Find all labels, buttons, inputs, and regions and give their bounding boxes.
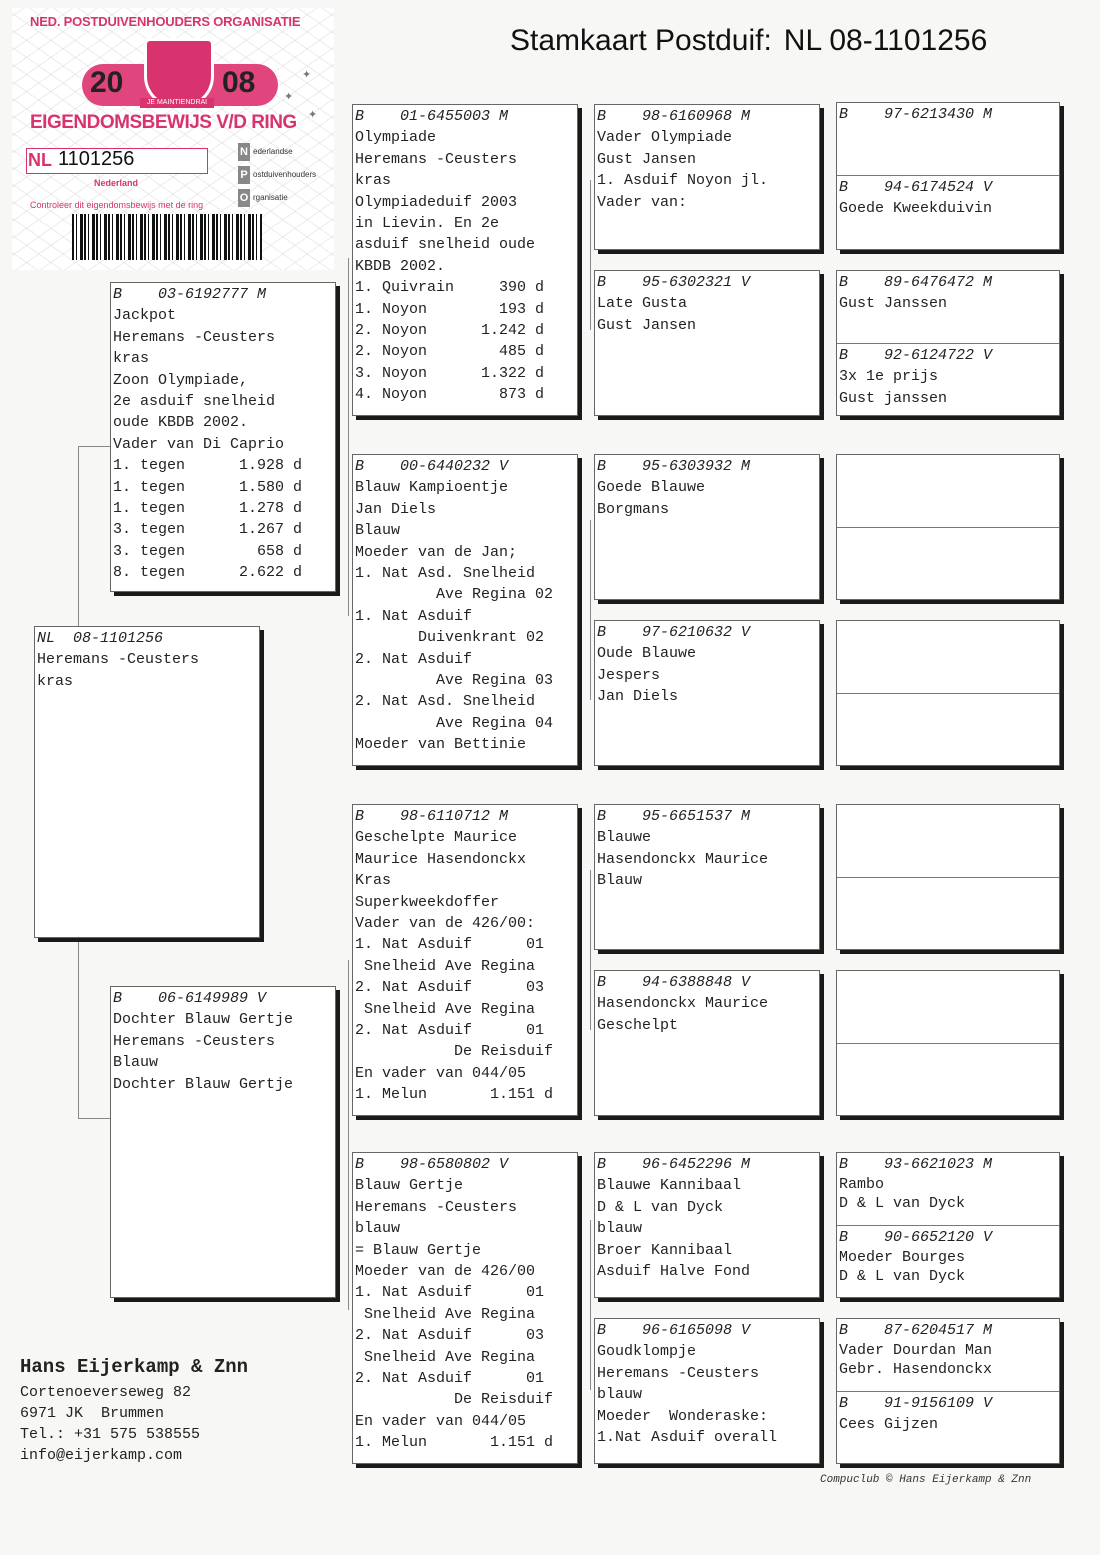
pigeon-info-line: Blauwe	[597, 829, 652, 847]
ring-number: B 87-6204517 M	[839, 1322, 993, 1339]
pedigree-box-fmf	[594, 454, 820, 600]
pigeon-info-line: De Reisduif	[355, 1043, 554, 1061]
pigeon-info-line: Heremans -Ceusters	[597, 1364, 760, 1382]
pigeon-info-line: En vader van 044/05	[355, 1412, 527, 1430]
pigeon-info-line: Gust Jansen	[597, 316, 697, 334]
pigeon-info-line: Olympiade	[355, 129, 437, 147]
pedigree-box-main	[34, 626, 260, 938]
pigeon-info-line: Ave Regina 04	[355, 714, 554, 732]
certificate-country: Nederland	[94, 178, 139, 188]
pigeon-info-line: Ave Regina 03	[355, 672, 554, 690]
pigeon-info-line: 1. tegen 1.580 d	[113, 478, 303, 496]
pigeon-info-line: Heremans -Ceusters	[37, 651, 200, 669]
connector-line	[348, 258, 349, 616]
pigeon-info-line: 1. Nat Asduif	[355, 607, 473, 625]
certificate-motto: JE MAINTIENDRAI	[140, 98, 214, 108]
ring-number: B 97-6213430 M	[839, 106, 993, 123]
connector-line	[78, 446, 112, 447]
npo-line-1: ederlandse	[253, 147, 293, 156]
pigeon-info-line: D & L van Dyck	[839, 1195, 966, 1213]
pigeon-info-line: Gust Jansen	[597, 150, 697, 168]
ring-number: 1101256	[58, 148, 135, 170]
pedigree-box-gg8	[836, 1318, 1060, 1464]
pigeon-info-line: Heremans -Ceusters	[355, 1198, 518, 1216]
box-divider	[837, 877, 1059, 878]
pigeon-info-line: 2. Noyon 485 d	[355, 343, 545, 361]
address-line: Cortenoeverseweg 82	[20, 1384, 192, 1401]
ring-number: B 90-6652120 V	[839, 1229, 993, 1246]
ring-number: B 95-6302321 V	[597, 274, 751, 291]
pigeon-info-line: 2e asduif snelheid	[113, 393, 276, 411]
page-title	[510, 24, 987, 58]
pigeon-info-line: Broer Kannibaal	[597, 1241, 733, 1259]
pigeon-info-line: Late Gusta	[597, 295, 688, 313]
ring-number: B 98-6110712 M	[355, 808, 509, 825]
pigeon-info-line: Dochter Blauw Gertje	[113, 1075, 294, 1093]
ring-number: B 06-6149989 V	[113, 990, 267, 1007]
pedigree-box-gg2	[836, 270, 1060, 416]
npo-letter-p: P	[238, 166, 250, 184]
pigeon-info-line: Snelheid Ave Regina	[355, 1348, 536, 1366]
pigeon-info-line: Vader Olympiade	[597, 129, 733, 147]
pigeon-info-line: Asduif Halve Fond	[597, 1263, 751, 1281]
pigeon-info-line: Snelheid Ave Regina	[355, 1305, 536, 1323]
npo-logo	[238, 140, 316, 209]
pigeon-info-line: Moeder Bourges	[839, 1249, 966, 1267]
pigeon-info-line: D & L van Dyck	[597, 1198, 724, 1216]
box-divider	[837, 1043, 1059, 1044]
pigeon-info-line: Moeder van de 426/00	[355, 1263, 536, 1281]
pedigree-box-mfm	[594, 970, 820, 1116]
pigeon-info-line: 1. Melun 1.151 d	[355, 1086, 554, 1104]
pigeon-info-line: 2. Nat Asd. Snelheid	[355, 693, 536, 711]
pigeon-info-line: 1. Asduif Noyon jl.	[597, 172, 769, 190]
pedigree-box-ff	[352, 104, 578, 416]
pedigree-box-fff	[594, 104, 820, 250]
pigeon-info-line: D & L van Dyck	[839, 1268, 966, 1286]
pigeon-info-line: Kras	[355, 872, 392, 890]
pigeon-info-line: 1. Nat Asd. Snelheid	[355, 565, 536, 583]
pigeon-info-line: Zoon Olympiade,	[113, 371, 249, 389]
pedigree-box-fmm	[594, 620, 820, 766]
pigeon-info-line: 1. Nat Asduif 01	[355, 1284, 545, 1302]
ring-number: B 91-9156109 V	[839, 1395, 993, 1412]
pigeon-info-line: Blauw	[597, 872, 643, 890]
pigeon-info-line: Blauw Gertje	[355, 1177, 464, 1195]
ring-number: B 94-6174524 V	[839, 179, 993, 196]
certificate-control-note: Controleer dit eigendomsbewijs met de ring	[30, 200, 204, 210]
pigeon-info-line: asduif snelheid oude	[355, 236, 536, 254]
pigeon-info-line: Geschelpt	[597, 1016, 679, 1034]
pigeon-info-line: kras	[37, 672, 74, 690]
box-divider	[837, 1391, 1059, 1392]
pigeon-info-line: Vader van de 426/00:	[355, 915, 536, 933]
pigeon-info-line: De Reisduif	[355, 1391, 554, 1409]
ring-country-prefix: NL	[28, 150, 52, 170]
pedigree-box-father	[110, 282, 336, 592]
box-divider	[837, 1225, 1059, 1226]
pedigree-box-gg1	[836, 102, 1060, 250]
ring-number: B 95-6303932 M	[597, 458, 751, 475]
ring-number: NL 08-1101256	[37, 630, 164, 647]
pigeon-info-line: Vader van:	[597, 193, 688, 211]
pedigree-box-ffm	[594, 270, 820, 416]
star-icon: ✦	[308, 109, 318, 121]
pigeon-info-line: Duivenkrant 02	[355, 629, 545, 647]
pedigree-box-gg4	[836, 620, 1060, 766]
pigeon-info-line: Goudklompje	[597, 1343, 697, 1361]
footer-credit: Compuclub © Hans Eijerkamp & Znn	[820, 1474, 1032, 1486]
pigeon-info-line: Vader van Di Caprio	[113, 435, 285, 453]
pigeon-info-line: 3. Noyon 1.322 d	[355, 364, 545, 382]
pedigree-box-mf	[352, 804, 578, 1116]
pigeon-info-line: Jackpot	[113, 307, 177, 325]
pigeon-info-line: 8. tegen 2.622 d	[113, 564, 303, 582]
ring-number: B 96-6452296 M	[597, 1156, 751, 1173]
pigeon-info-line: 1. Melun 1.151 d	[355, 1434, 554, 1452]
pigeon-info-line: Blauwe Kannibaal	[597, 1177, 742, 1195]
title-label: Stamkaart Postduif:	[510, 24, 772, 57]
npo-line-2: ostduivenhouders	[253, 170, 317, 179]
connector-line	[348, 960, 349, 1310]
ring-number: B 96-6165098 V	[597, 1322, 751, 1339]
pigeon-info-line: 1. Nat Asduif 01	[355, 936, 545, 954]
pigeon-info-line: Snelheid Ave Regina	[355, 1000, 536, 1018]
address-email[interactable]: info@eijerkamp.com	[20, 1447, 183, 1464]
pigeon-info-line: Moeder van de Jan;	[355, 543, 518, 561]
pigeon-info-line: 2. Noyon 1.242 d	[355, 322, 545, 340]
title-ring-number: NL 08-1101256	[783, 24, 988, 57]
pigeon-info-line: blauw	[597, 1386, 643, 1404]
pigeon-info-line: Heremans -Ceusters	[355, 150, 518, 168]
pigeon-info-line: Gust janssen	[839, 389, 948, 407]
pedigree-box-mff	[594, 804, 820, 950]
address-line: 6971 JK Brummen	[20, 1405, 165, 1422]
pigeon-info-line: 2. Nat Asduif 01	[355, 1370, 545, 1388]
ring-number: B 03-6192777 M	[113, 286, 267, 303]
npo-letter-n: N	[238, 143, 250, 161]
connector-line	[590, 1220, 591, 1390]
pigeon-info-line: Cees Gijzen	[839, 1416, 939, 1434]
pedigree-box-mmf	[594, 1152, 820, 1298]
pigeon-info-line: 2. Nat Asduif	[355, 650, 473, 668]
pigeon-info-line: 3. tegen 1.267 d	[113, 521, 303, 539]
pigeon-info-line: 2. Nat Asduif 01	[355, 1022, 545, 1040]
pedigree-box-mmm	[594, 1318, 820, 1464]
pigeon-info-line: Heremans -Ceusters	[113, 328, 276, 346]
pigeon-info-line: Maurice Hasendonckx	[355, 850, 527, 868]
ring-number: B 01-6455003 M	[355, 108, 509, 125]
ring-number: B 89-6476472 M	[839, 274, 993, 291]
pigeon-info-line: Blauw Kampioentje	[355, 479, 509, 497]
box-divider	[837, 343, 1059, 344]
pigeon-info-line: Hasendonckx Maurice	[597, 850, 769, 868]
ring-number: B 92-6124722 V	[839, 347, 993, 364]
connector-line	[590, 870, 591, 1030]
pedigree-box-gg7	[836, 1152, 1060, 1298]
pigeon-info-line: Jan Diels	[597, 688, 679, 706]
star-icon: ✦	[284, 91, 294, 103]
ownership-certificate	[12, 8, 334, 270]
pigeon-info-line: oude KBDB 2002.	[113, 414, 249, 432]
pigeon-info-line: 3x 1e prijs	[839, 368, 939, 386]
pigeon-info-line: in Lievin. En 2e	[355, 215, 500, 233]
pigeon-info-line: kras	[355, 172, 392, 190]
pigeon-info-line: blauw	[355, 1220, 401, 1238]
pigeon-info-line: Dochter Blauw Gertje	[113, 1011, 294, 1029]
pigeon-info-line: KBDB 2002.	[355, 257, 446, 275]
ring-number: B 00-6440232 V	[355, 458, 509, 475]
pigeon-info-line: Snelheid Ave Regina	[355, 957, 536, 975]
pigeon-info-line: 1. tegen 1.278 d	[113, 500, 303, 518]
ring-number: B 94-6388848 V	[597, 974, 751, 991]
pigeon-info-line: 1. tegen 1.928 d	[113, 457, 303, 475]
npo-letter-o: O	[238, 189, 250, 207]
star-icon: ✦	[302, 69, 312, 81]
pigeon-info-line: Superkweekdoffer	[355, 893, 500, 911]
pigeon-info-line: blauw	[597, 1220, 643, 1238]
connector-line	[78, 446, 79, 630]
pedigree-box-fm	[352, 454, 578, 766]
breeder-address	[20, 1356, 248, 1466]
npo-line-3: rganisatie	[253, 193, 288, 202]
pigeon-info-line: Jespers	[597, 666, 661, 684]
pigeon-info-line: 4. Noyon 873 d	[355, 386, 545, 404]
certificate-org: NED. POSTDUIVENHOUDERS ORGANISATIE	[30, 14, 301, 29]
box-divider	[837, 527, 1059, 528]
connector-line	[78, 942, 79, 1118]
pigeon-info-line: Goede Kweekduivin	[839, 200, 993, 218]
barcode	[72, 214, 262, 260]
certificate-year-left: 20	[90, 66, 124, 99]
pigeon-info-line: Blauw	[113, 1054, 159, 1072]
pigeon-info-line: Gust Janssen	[839, 295, 948, 313]
pigeon-info-line: Hasendonckx Maurice	[597, 995, 769, 1013]
ring-number: B 97-6210632 V	[597, 624, 751, 641]
address-line: Tel.: +31 575 538555	[20, 1426, 201, 1443]
breeder-name: Hans Eijerkamp & Znn	[20, 1356, 249, 1378]
pigeon-info-line: 2. Nat Asduif 03	[355, 1327, 545, 1345]
box-divider	[837, 693, 1059, 694]
pedigree-box-gg5	[836, 804, 1060, 950]
pigeon-info-line: Borgmans	[597, 500, 670, 518]
ring-number: B 95-6651537 M	[597, 808, 751, 825]
pigeon-info-line: 2. Nat Asduif 03	[355, 979, 545, 997]
box-divider	[837, 175, 1059, 176]
pigeon-info-line: 1. Noyon 193 d	[355, 300, 545, 318]
pigeon-info-line: Moeder van Bettinie	[355, 736, 527, 754]
connector-line	[590, 520, 591, 700]
connector-line	[590, 180, 591, 330]
pedigree-box-mother	[110, 986, 336, 1298]
pigeon-info-line: = Blauw Gertje	[355, 1241, 482, 1259]
pigeon-info-line: Oude Blauwe	[597, 645, 697, 663]
pigeon-info-line: En vader van 044/05	[355, 1064, 527, 1082]
pigeon-info-line: Vader Dourdan Man	[839, 1342, 993, 1360]
pigeon-info-line: Blauw	[355, 522, 401, 540]
ring-number: B 93-6621023 M	[839, 1156, 993, 1173]
pigeon-info-line: 1.Nat Asduif overall	[597, 1429, 778, 1447]
pedigree-box-gg6	[836, 970, 1060, 1116]
connector-line	[78, 1118, 112, 1119]
pigeon-info-line: Gebr. Hasendonckx	[839, 1361, 993, 1379]
pigeon-info-line: Goede Blauwe	[597, 479, 706, 497]
pigeon-info-line: Geschelpte Maurice	[355, 829, 518, 847]
certificate-heading: EIGENDOMSBEWIJS V/D RING	[30, 112, 297, 133]
pigeon-info-line: kras	[113, 350, 150, 368]
certificate-year-right: 08	[222, 66, 256, 99]
ring-number: B 98-6580802 V	[355, 1156, 509, 1173]
pigeon-info-line: Jan Diels	[355, 500, 437, 518]
pigeon-info-line: Rambo	[839, 1176, 885, 1194]
ring-number: B 98-6160968 M	[597, 108, 751, 125]
pigeon-info-line: Heremans -Ceusters	[113, 1032, 276, 1050]
pigeon-info-line: Moeder Wonderaske:	[597, 1407, 769, 1425]
pedigree-box-gg3	[836, 454, 1060, 600]
pedigree-box-mm	[352, 1152, 578, 1464]
pigeon-info-line: Ave Regina 02	[355, 586, 554, 604]
pigeon-info-line: 3. tegen 658 d	[113, 542, 303, 560]
pigeon-info-line: Olympiadeduif 2003	[355, 193, 518, 211]
pigeon-info-line: 1. Quivrain 390 d	[355, 279, 545, 297]
